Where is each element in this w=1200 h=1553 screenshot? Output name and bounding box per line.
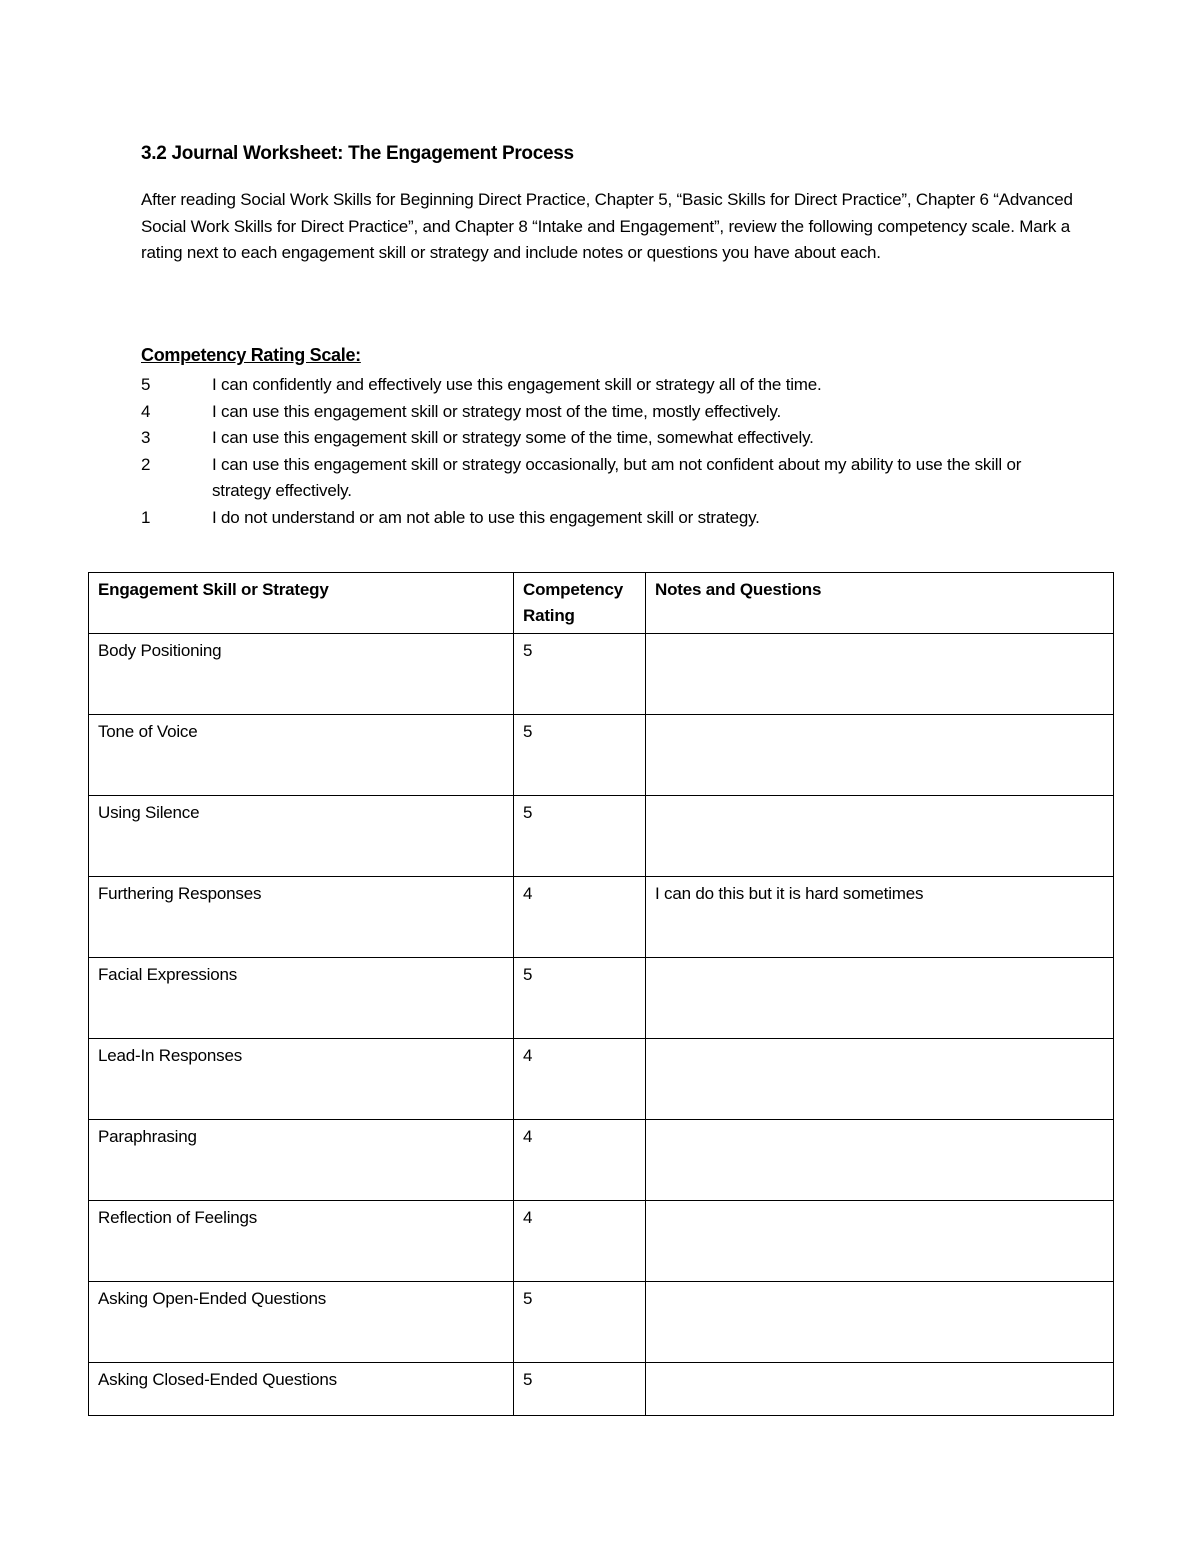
rating-scale-item <box>141 372 1081 399</box>
skill-cell: Using Silence <box>89 796 514 877</box>
table-row <box>89 715 1114 796</box>
table-row <box>89 1282 1114 1363</box>
skill-cell: Asking Closed-Ended Questions <box>89 1363 514 1416</box>
rating-cell[interactable]: 4 <box>514 1120 646 1201</box>
notes-cell[interactable] <box>646 1120 1114 1201</box>
table-row <box>89 1120 1114 1201</box>
rating-cell[interactable]: 5 <box>514 1282 646 1363</box>
table-row <box>89 1201 1114 1282</box>
rating-cell[interactable]: 5 <box>514 958 646 1039</box>
skill-cell: Tone of Voice <box>89 715 514 796</box>
header-notes: Notes and Questions <box>646 573 1114 634</box>
rating-scale-number: 1 <box>141 507 151 527</box>
skill-cell: Facial Expressions <box>89 958 514 1039</box>
notes-cell[interactable]: I can do this but it is hard sometimes <box>646 877 1114 958</box>
skill-cell: Reflection of Feelings <box>89 1201 514 1282</box>
skill-cell: Furthering Responses <box>89 877 514 958</box>
table-row <box>89 958 1114 1039</box>
rating-cell[interactable]: 5 <box>514 715 646 796</box>
rating-scale-number: 5 <box>141 375 151 394</box>
table-row <box>89 634 1114 715</box>
rating-scale-number: 3 <box>141 428 151 447</box>
rating-scale-item <box>141 425 1081 452</box>
table-row <box>89 1039 1114 1120</box>
rating-cell[interactable]: 5 <box>514 796 646 877</box>
notes-cell[interactable] <box>646 1363 1114 1416</box>
rating-cell[interactable]: 5 <box>514 634 646 715</box>
engagement-skills-table <box>88 572 1114 1416</box>
rating-scale-item <box>141 399 1081 426</box>
header-skill: Engagement Skill or Strategy <box>89 573 514 634</box>
rating-cell[interactable]: 4 <box>514 1039 646 1120</box>
skill-cell: Lead-In Responses <box>89 1039 514 1120</box>
rating-scale-item <box>141 505 1081 532</box>
rating-scale-item <box>141 452 1081 505</box>
header-rating: Competency Rating <box>514 573 646 634</box>
notes-cell[interactable] <box>646 634 1114 715</box>
table-row <box>89 877 1114 958</box>
notes-cell[interactable] <box>646 715 1114 796</box>
notes-cell[interactable] <box>646 1039 1114 1120</box>
rating-scale-description: I can use this engagement skill or strategy most of the time, mostly effectively. <box>212 401 781 421</box>
worksheet-title: 3.2 Journal Worksheet: The Engagement Process <box>141 143 574 164</box>
notes-cell[interactable] <box>646 958 1114 1039</box>
rating-scale-description: I do not understand or am not able to use this engagement skill or strategy. <box>212 507 760 527</box>
notes-cell[interactable] <box>646 1282 1114 1363</box>
rating-scale-description: I can use this engagement skill or strategy some of the time, somewhat effectively. <box>212 428 814 447</box>
rating-cell[interactable]: 5 <box>514 1363 646 1416</box>
notes-cell[interactable] <box>646 796 1114 877</box>
notes-cell[interactable] <box>646 1201 1114 1282</box>
rating-scale-number: 2 <box>141 454 151 474</box>
skill-cell: Paraphrasing <box>89 1120 514 1201</box>
rating-cell[interactable]: 4 <box>514 1201 646 1282</box>
rating-scale-heading: Competency Rating Scale: <box>141 345 361 365</box>
rating-scale-description: I can use this engagement skill or strategy occasionally, but am not confident about my ability to use the skill or strategy effectively. <box>212 454 1022 500</box>
rating-scale-description: I can confidently and effectively use this engagement skill or strategy all of the time. <box>212 375 822 394</box>
table-row <box>89 1363 1114 1416</box>
rating-scale-list <box>141 372 1081 531</box>
table-row <box>89 796 1114 877</box>
skill-cell: Body Positioning <box>89 634 514 715</box>
rating-cell[interactable]: 4 <box>514 877 646 958</box>
rating-scale-number: 4 <box>141 401 151 421</box>
instructions-paragraph: After reading Social Work Skills for Beginning Direct Practice, Chapter 5, “Basic Skills for Direct Practice”, Chapter 6 “Advanced Social Work Skills for Direct Practice”, and Chapter 8 “Intake and Engagement”, review the following competency scale. Mark a rating next to each engagement skill or strategy and include notes or questions you have about each. <box>141 190 1073 262</box>
table-header-row <box>89 573 1114 634</box>
skill-cell: Asking Open-Ended Questions <box>89 1282 514 1363</box>
